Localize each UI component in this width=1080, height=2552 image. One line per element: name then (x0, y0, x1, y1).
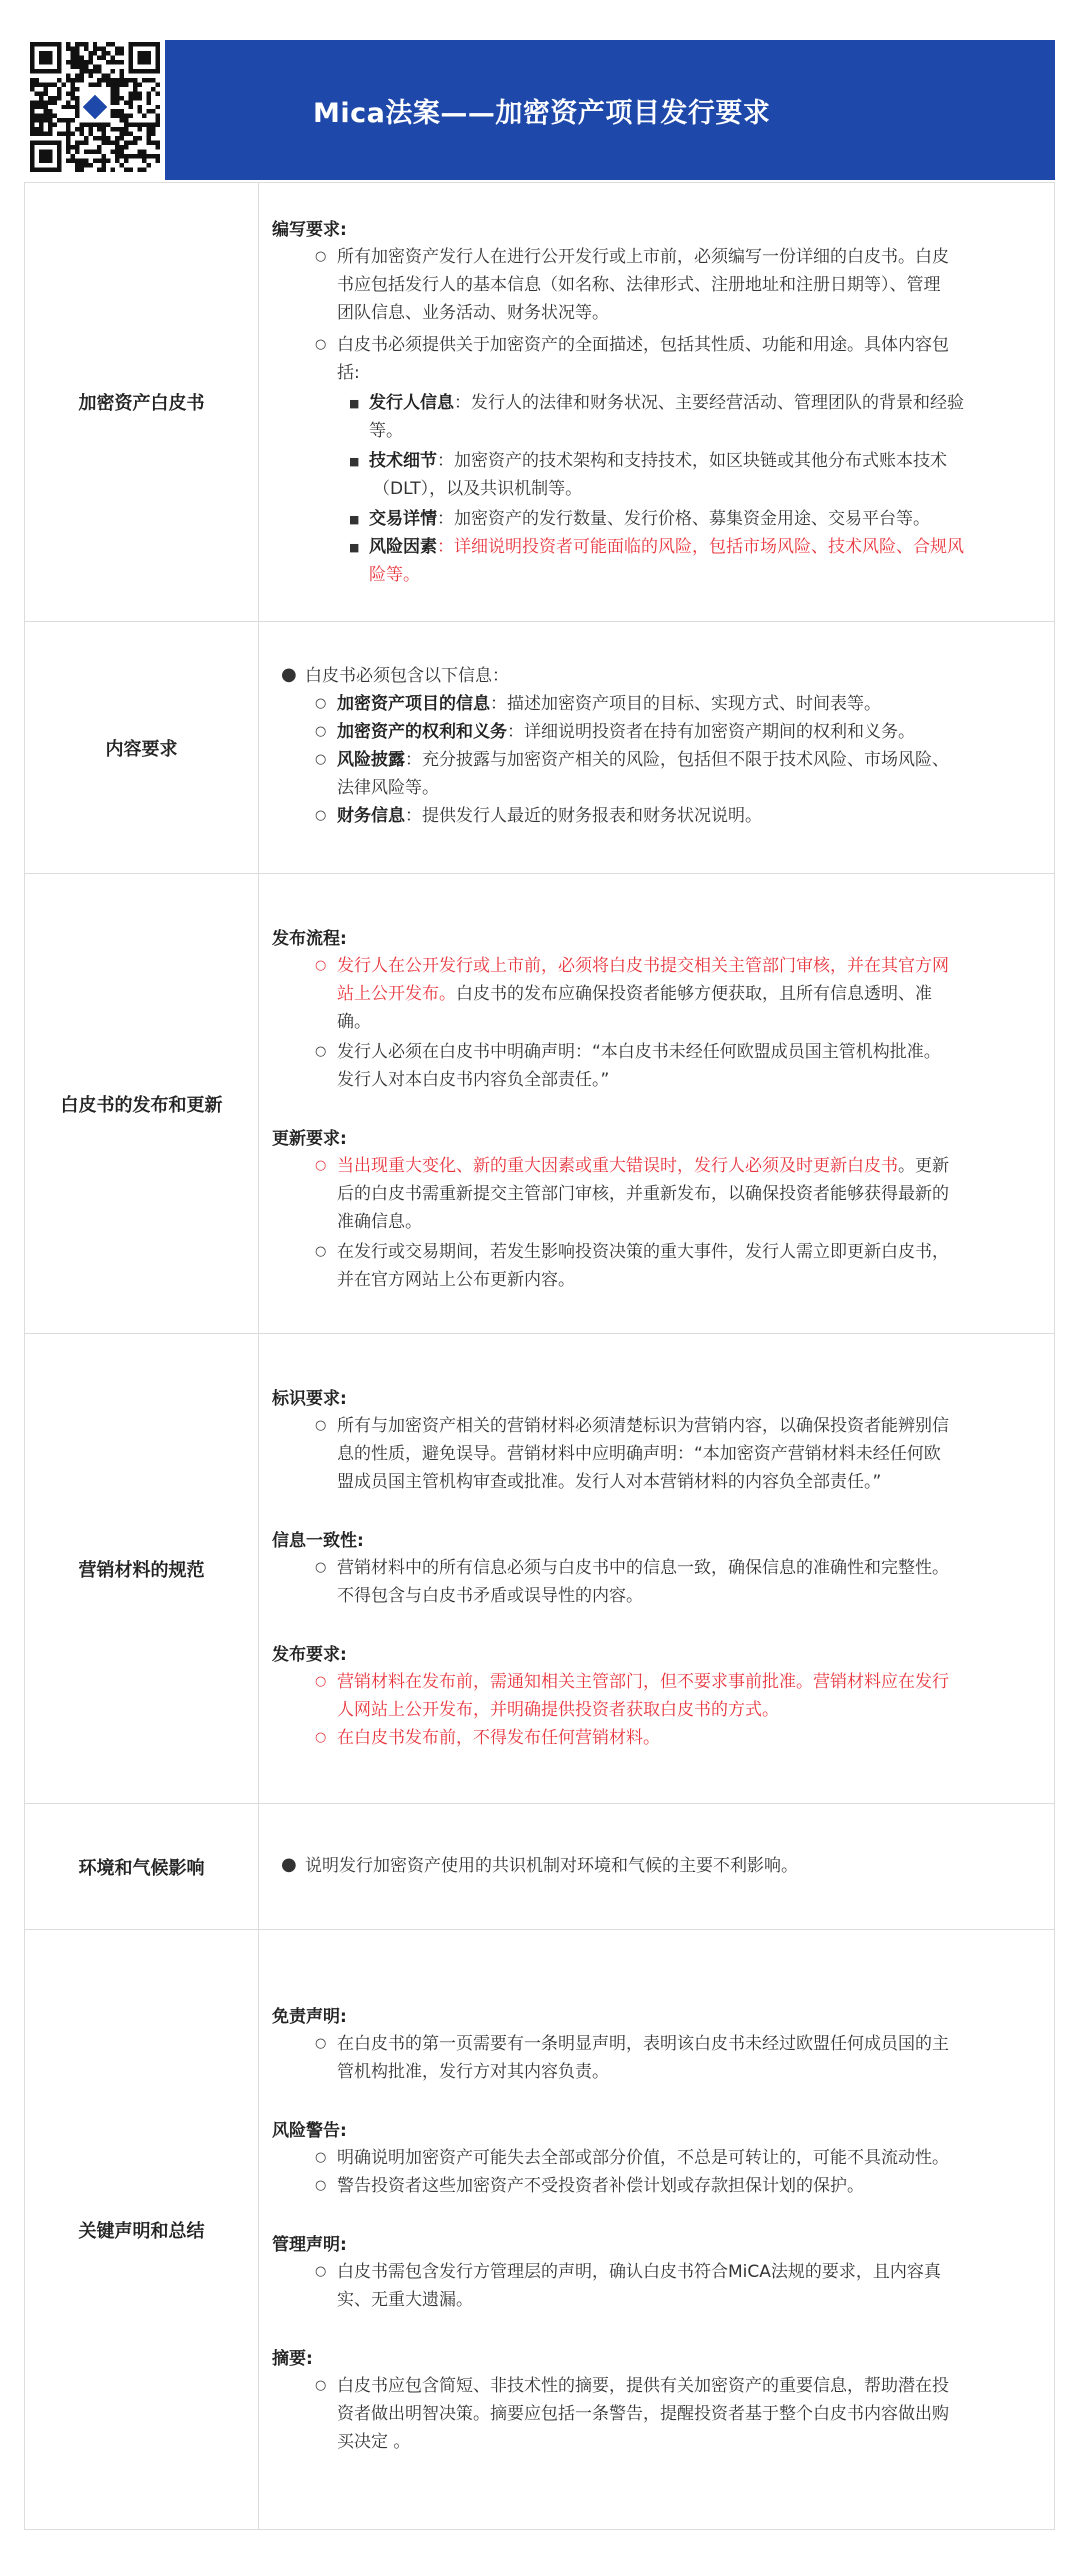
dot-bullet-icon: ● (281, 1854, 297, 1875)
circle-bullet-icon: ○ (315, 249, 327, 264)
table-row-environment (24, 1804, 1055, 1930)
row-label: 营销材料的规范 (25, 1334, 259, 1803)
section-heading: 摘要: (272, 2349, 313, 2369)
circle-bullet-icon: ○ (315, 2150, 327, 2165)
circle-bullet-icon: ○ (315, 2036, 327, 2051)
list-item: ■ 技术细节：加密资产的技术架构和支持技术，如区块链或其他分布式账本技术 （DLT），以及共识机制等。 (369, 447, 947, 503)
circle-bullet-icon: ○ (315, 2378, 327, 2393)
list-item: ○ 在白皮书发布前，不得发布任何营销材料。 (337, 1724, 660, 1752)
list-item: ■ 发行人信息：发行人的法律和财务状况、主要经营活动、管理团队的背景和经验 等。 (369, 389, 964, 445)
row-body (259, 1804, 1054, 1929)
list-item: ○ 白皮书应包含简短、非技术性的摘要，提供有关加密资产的重要信息，帮助潜在投 资者做出明智决策。摘要应包括一条警告，提醒投资者基于整个白皮书内容做出购 买决定 。 (337, 2372, 949, 2456)
list-item: ○ 白皮书必须提供关于加密资产的全面描述，包括其性质、功能和用途。具体内容包 括: (337, 331, 949, 387)
list-item: ○ 加密资产项目的信息：描述加密资产项目的目标、实现方式、时间表等。 (337, 690, 881, 718)
table-row-key-statements (24, 1930, 1055, 2530)
table-row-whitepaper (24, 182, 1055, 622)
square-bullet-icon: ■ (349, 397, 360, 410)
circle-bullet-icon: ○ (315, 1560, 327, 1575)
list-item: ○ 营销材料中的所有信息必须与白皮书中的信息一致，确保信息的准确性和完整性。 不得包含与白皮书矛盾或误导性的内容。 (337, 1554, 949, 1610)
square-bullet-icon: ■ (349, 541, 360, 554)
row-body (259, 1930, 1054, 2529)
section-heading: 信息一致性: (272, 1531, 364, 1551)
table-row-marketing (24, 1334, 1055, 1804)
list-item: ○ 明确说明加密资产可能失去全部或部分价值，不总是可转让的，可能不具流动性。 (337, 2144, 949, 2172)
section-heading: 发布要求: (272, 1645, 347, 1665)
circle-bullet-icon: ○ (315, 752, 327, 767)
row-label: 内容要求 (25, 622, 259, 873)
circle-bullet-icon: ○ (315, 337, 327, 352)
list-item: ○ 白皮书需包含发行方管理层的声明，确认白皮书符合MiCA法规的要求，且内容真 实、无重大遗漏。 (337, 2258, 941, 2314)
section-heading: 管理声明: (272, 2235, 347, 2255)
section-heading: 标识要求: (272, 1389, 347, 1409)
circle-bullet-icon: ○ (315, 1730, 327, 1745)
list-item: ○ 财务信息：提供发行人最近的财务报表和财务状况说明。 (337, 802, 762, 830)
list-item: ■ 风险因素：详细说明投资者可能面临的风险，包括市场风险、技术风险、合规风 险等。 (369, 533, 964, 589)
list-item: ○ 所有与加密资产相关的营销材料必须清楚标识为营销内容，以确保投资者能辨别信 息的性质，避免误导。营销材料中应明确声明：“本加密资产营销材料未经任何欧 盟成员国主管机构审查或批准。发行人对本营销材料的内容负全部责任。” (337, 1412, 949, 1496)
dot-bullet-icon: ● (281, 664, 297, 685)
circle-bullet-icon: ○ (315, 1158, 327, 1173)
circle-bullet-icon: ○ (315, 2178, 327, 2193)
list-item: ○ 在白皮书的第一页需要有一条明显声明，表明该白皮书未经过欧盟任何成员国的主 管机构批准，发行方对其内容负责。 (337, 2030, 949, 2086)
row-label: 关键声明和总结 (25, 1930, 259, 2529)
row-body (259, 183, 1054, 621)
circle-bullet-icon: ○ (315, 1674, 327, 1689)
circle-bullet-icon: ○ (315, 958, 327, 973)
row-label: 环境和气候影响 (25, 1804, 259, 1929)
list-item: ■ 交易详情：加密资产的发行数量、发行价格、募集资金用途、交易平台等。 (369, 505, 930, 533)
circle-bullet-icon: ○ (315, 724, 327, 739)
section-heading: 更新要求: (272, 1129, 347, 1149)
page-title: Mica法案——加密资产项目发行要求 (313, 97, 771, 129)
table-row-publish-update (24, 874, 1055, 1334)
list-item: ○ 当出现重大变化、新的重大因素或重大错误时，发行人必须及时更新白皮书。更新 后的白皮书需重新提交主管部门审核，并重新发布，以确保投资者能够获得最新的 准确信息。 (337, 1152, 949, 1236)
circle-bullet-icon: ○ (315, 696, 327, 711)
circle-bullet-icon: ○ (315, 1044, 327, 1059)
row-body (259, 622, 1054, 873)
row-label: 加密资产白皮书 (25, 183, 259, 621)
section-heading: 发布流程: (272, 929, 347, 949)
list-item: ○ 营销材料在发布前，需通知相关主管部门，但不要求事前批准。营销材料应在发行 人网站上公开发布，并明确提供投资者获取白皮书的方式。 (337, 1668, 949, 1724)
circle-bullet-icon: ○ (315, 808, 327, 823)
square-bullet-icon: ■ (349, 513, 360, 526)
list-item: ● 白皮书必须包含以下信息： (305, 662, 509, 690)
table-row-content (24, 622, 1055, 874)
list-item: ○ 在发行或交易期间，若发生影响投资决策的重大事件，发行人需立即更新白皮书， 并在官方网站上公布更新内容。 (337, 1238, 949, 1294)
title-banner (165, 40, 1055, 180)
header (0, 0, 1080, 182)
square-bullet-icon: ■ (349, 455, 360, 468)
list-item: ○ 风险披露：充分披露与加密资产相关的风险，包括但不限于技术风险、市场风险、 法律风险等。 (337, 746, 949, 802)
row-label: 白皮书的发布和更新 (25, 874, 259, 1333)
list-item: ● 说明发行加密资产使用的共识机制对环境和气候的主要不利影响。 (305, 1852, 798, 1880)
list-item: ○ 所有加密资产发行人在进行公开发行或上市前，必须编写一份详细的白皮书。白皮 书应包括发行人的基本信息（如名称、法律形式、注册地址和注册日期等）、管理 团队信息、业务活动、财务状况等。 (337, 243, 949, 327)
row-body (259, 1334, 1054, 1803)
list-item: ○ 警告投资者这些加密资产不受投资者补偿计划或存款担保计划的保护。 (337, 2172, 864, 2200)
list-item: ○ 发行人在公开发行或上市前，必须将白皮书提交相关主管部门审核，并在其官方网 站上公开发布。白皮书的发布应确保投资者能够方便获取，且所有信息透明、准 确。 (337, 952, 949, 1036)
section-heading: 免责声明: (272, 2007, 347, 2027)
circle-bullet-icon: ○ (315, 1244, 327, 1259)
list-item: ○ 发行人必须在白皮书中明确声明：“本白皮书未经任何欧盟成员国主管机构批准。 发行人对本白皮书内容负全部责任。” (337, 1038, 941, 1094)
circle-bullet-icon: ○ (315, 2264, 327, 2279)
section-heading: 风险警告: (272, 2121, 347, 2141)
row-body (259, 874, 1054, 1333)
section-heading: 编写要求: (272, 220, 347, 240)
list-item: ○ 加密资产的权利和义务：详细说明投资者在持有加密资产期间的权利和义务。 (337, 718, 915, 746)
circle-bullet-icon: ○ (315, 1418, 327, 1433)
qr-code-icon (30, 42, 160, 172)
